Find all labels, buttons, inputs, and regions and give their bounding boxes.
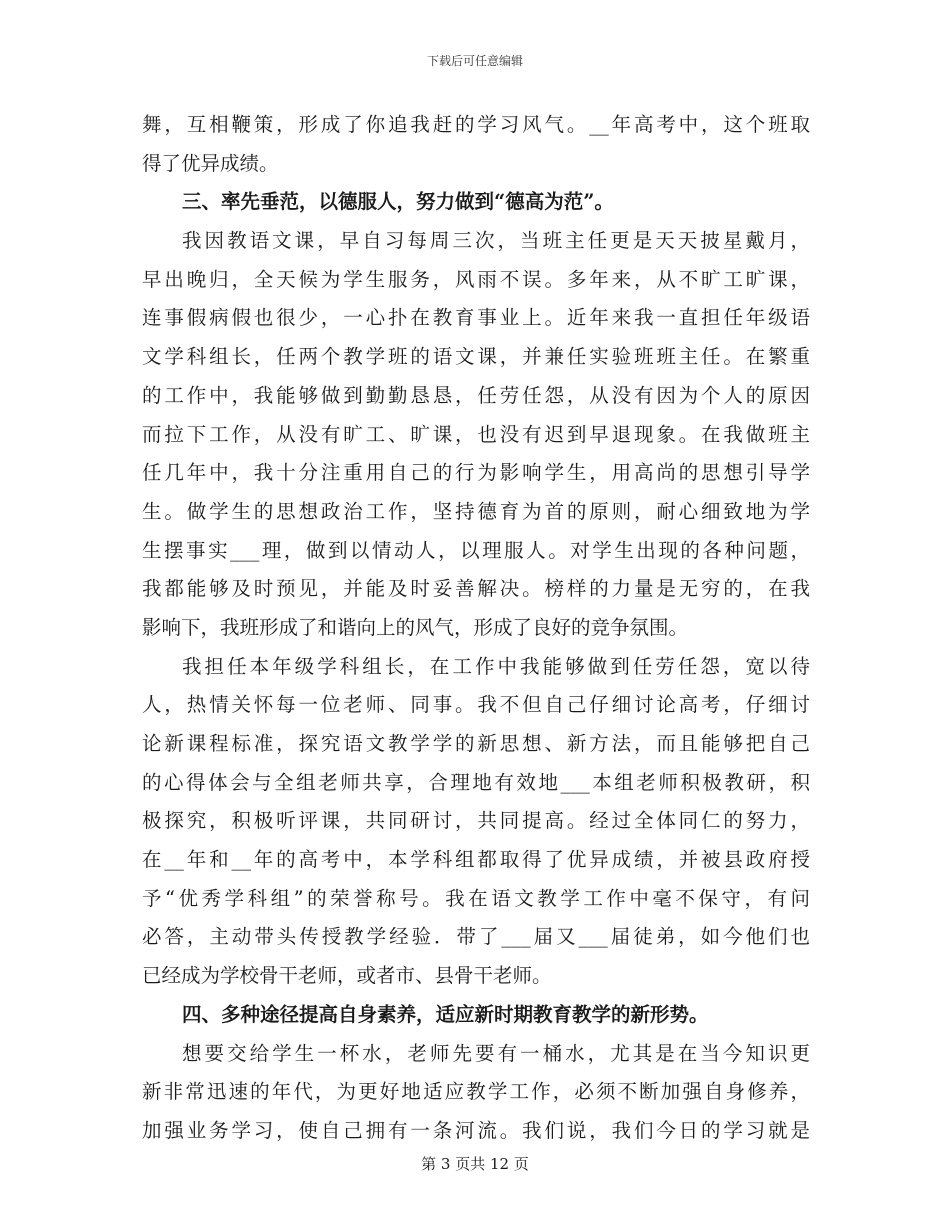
paragraph-line: 连事假病假也很少，一心扑在教育事业上。近年来我一直担任年级语 [142,306,810,330]
paragraph-line: 的工作中，我能够做到勤勤恳恳，任劳任怨，从没有因为个人的原因 [142,383,810,407]
paragraph-line: 予“优秀学科组”的荣誉称号。我在语文教学工作中毫不保守，有问 [142,886,810,910]
paragraph-line: 文学科组长，任两个教学班的语文课，并兼任实验班班主任。在繁重 [142,345,810,369]
paragraph-line: 早出晚归，全天候为学生服务，风雨不误。多年来，从不旷工旷课， [142,267,810,291]
paragraph-line: 加强业务学习，使自己拥有一条河流。我们说，我们今日的学习就是 [142,1118,810,1142]
page-footer: 第 3 页共 12 页 [421,1155,529,1173]
paragraph-line: 我都能够及时预见，并能及时妥善解决。榜样的力量是无穷的，在我 [142,577,810,601]
paragraph-line: 我担任本年级学科组长，在工作中我能够做到任劳任怨，宽以待 [182,654,810,678]
paragraph-line: 在__年和__年的高考中，本学科组都取得了优异成绩，并被县政府授 [142,848,810,872]
paragraph-line: 影响下，我班形成了和谐向上的风气，形成了良好的竞争氛围。 [142,615,689,639]
paragraph-line: 生摆事实___理，做到以情动人，以理服人。对学生出现的各种问题， [142,538,810,562]
paragraph-line: 生。做学生的思想政治工作，坚持德育为首的原则，耐心细致地为学 [142,499,810,523]
page-header: 下载后可任意编辑 [426,54,523,68]
section-heading: 三、率先垂范，以德服人，努力做到“德高为范”。 [182,190,614,214]
paragraph-line: 必答，主动带头传授教学经验．带了___届又___届徒弟，如今他们也 [142,925,810,949]
paragraph-line: 想要交给学生一杯水，老师先要有一桶水，尤其是在当今知识更 [182,1041,810,1065]
paragraph-line: 舞，互相鞭策，形成了你追我赶的学习风气。__年高考中，这个班取 [142,113,810,136]
section-heading: 四、多种途径提高自身素养，适应新时期教育教学的新形势。 [182,1002,709,1026]
paragraph-line: 新非常迅速的年代，为更好地适应教学工作，必须不断加强自身修养， [142,1080,810,1104]
paragraph-line: 而拉下工作，从没有旷工、旷课，也没有迟到早退现象。在我做班主 [142,422,810,446]
paragraph-line: 已经成为学校骨干老师，或者市、县骨干老师。 [142,964,552,988]
paragraph-line: 的心得体会与全组老师共享，合理地有效地___本组老师积极教研，积 [142,770,810,794]
paragraph-line: 人，热情关怀每一位老师、同事。我不但自己仔细讨论高考，仔细讨 [142,693,810,717]
paragraph-line: 极探究，积极听评课，共同研讨，共同提高。经过全体同仁的努力， [142,809,810,833]
paragraph-line: 论新课程标准，探究语文教学学的新思想、新方法，而且能够把自己 [142,732,810,755]
paragraph-line: 我因教语文课，早自习每周三次，当班主任更是天天披星戴月， [182,229,810,253]
document-body [142,106,810,1151]
paragraph-line: 得了优异成绩。 [142,151,279,175]
paragraph-line: 任几年中，我十分注重用自己的行为影响学生，用高尚的思想引导学 [142,461,810,485]
